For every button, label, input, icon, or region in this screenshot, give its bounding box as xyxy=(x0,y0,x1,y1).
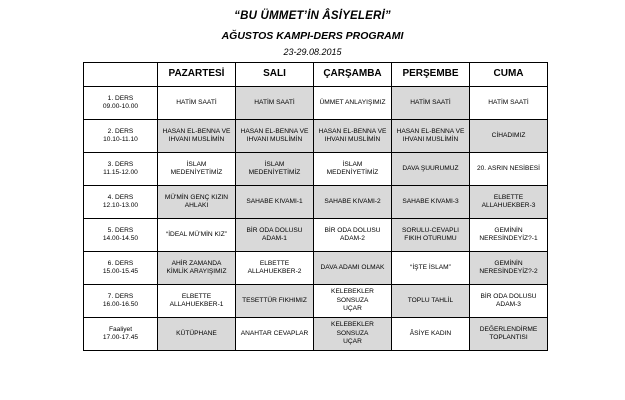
lesson-cell-pazartesi xyxy=(158,87,236,120)
lesson-title-line: ALLAHUEKBER-2 xyxy=(247,268,302,275)
lesson-label: Faaliyet xyxy=(108,325,133,333)
column-header-cuma: CUMA xyxy=(470,63,548,87)
lesson-title-line: SAHABE KIVAMI-1 xyxy=(246,197,303,205)
lesson-cell-sali xyxy=(236,186,314,219)
lesson-hours: 14.00-14.50 xyxy=(102,235,139,242)
lesson-title-line: İSLAM xyxy=(264,160,285,168)
lesson-title-line: SAHABE KIVAMI-2 xyxy=(324,197,381,205)
lesson-label: 5. DERS xyxy=(107,226,134,234)
lesson-cell-pazartesi xyxy=(158,252,236,285)
lesson-cell-carsamba xyxy=(314,87,392,120)
lesson-time-cell xyxy=(84,318,158,351)
lesson-title-line: TESETTÜR FIKHIMIZ xyxy=(242,296,307,304)
lesson-cell-pazartesi xyxy=(158,120,236,153)
lesson-cell-carsamba xyxy=(314,153,392,186)
lesson-title-line: TOPLANTISI xyxy=(489,334,528,341)
lesson-cell-persembe xyxy=(392,318,470,351)
lesson-cell-persembe xyxy=(392,87,470,120)
lesson-hours: 11.15-12.00 xyxy=(103,169,138,176)
lesson-label: 4. DERS xyxy=(107,193,134,201)
lesson-title-line: IHVANI MUSLİMİN xyxy=(324,136,381,143)
lesson-cell-carsamba xyxy=(314,285,392,318)
lesson-cell-persembe xyxy=(392,153,470,186)
lesson-cell-carsamba xyxy=(314,252,392,285)
lesson-title-line: “İŞTE İSLAM” xyxy=(410,263,451,271)
lesson-title-line: MÜ'MİN GENÇ KIZIN xyxy=(164,193,229,201)
lesson-title-line: KİMLİK ARAYIŞIMIZ xyxy=(166,268,227,275)
lesson-title-line: ÂSİYE KADIN xyxy=(409,329,452,337)
table-row xyxy=(84,252,548,285)
lesson-cell-cuma xyxy=(470,219,548,252)
lesson-time-cell xyxy=(84,87,158,120)
corner-header-cell xyxy=(84,63,158,87)
lesson-title-line: BİR ODA DOLUSU xyxy=(480,292,537,300)
lesson-hours: 12.10-13.00 xyxy=(102,202,139,209)
lesson-cell-sali xyxy=(236,219,314,252)
lesson-title-line: “İDEAL MÜ’MİN KIZ” xyxy=(166,230,227,238)
lesson-label: 2. DERS xyxy=(107,127,134,135)
lesson-title-line: HATİM SAATİ xyxy=(488,98,529,106)
lesson-cell-cuma xyxy=(470,285,548,318)
lesson-title-line: BİR ODA DOLUSU xyxy=(324,226,381,234)
table-row xyxy=(84,120,548,153)
date-range: 23-29.08.2015 xyxy=(283,47,342,57)
lesson-cell-cuma xyxy=(470,120,548,153)
lesson-hours: 10.10-11.10 xyxy=(103,136,138,143)
lesson-hours: 15.00-15.45 xyxy=(102,268,139,275)
lesson-cell-pazartesi xyxy=(158,318,236,351)
lesson-title-line: KELEBEKLER SONSUZA xyxy=(331,321,374,337)
lesson-cell-cuma xyxy=(470,318,548,351)
lesson-title-line: ELBETTE xyxy=(493,193,524,201)
lesson-label: 1. DERS xyxy=(107,94,134,102)
lesson-cell-pazartesi xyxy=(158,285,236,318)
lesson-title-line: NERESİNDEYİZ?-1 xyxy=(479,235,538,242)
lesson-title-line: HASAN EL-BENNA VE xyxy=(318,127,387,135)
lesson-title-line: 20. ASRIN NESİBESİ xyxy=(476,164,541,172)
table-row xyxy=(84,153,548,186)
lesson-hours: 17.00-17.45 xyxy=(102,334,139,341)
lesson-cell-carsamba xyxy=(314,219,392,252)
lesson-cell-carsamba xyxy=(314,120,392,153)
lesson-time-cell xyxy=(84,153,158,186)
column-header-pazartesi: PAZARTESİ xyxy=(158,63,236,87)
lesson-title-line: UÇAR xyxy=(343,305,362,313)
lesson-cell-cuma xyxy=(470,186,548,219)
lesson-cell-persembe xyxy=(392,120,470,153)
lesson-title-line: AHİR ZAMANDA xyxy=(171,259,222,267)
lesson-cell-persembe xyxy=(392,252,470,285)
lesson-title-line: IHVANI MUSLİMİN xyxy=(246,136,303,143)
lesson-cell-persembe xyxy=(392,219,470,252)
lesson-title-line: FIKIH OTURUMU xyxy=(404,235,457,242)
lesson-cell-pazartesi xyxy=(158,153,236,186)
lesson-title-line: ÜMMET ANLAYIŞIMIZ xyxy=(319,98,386,106)
column-header-persembe: PERŞEMBE xyxy=(392,63,470,87)
lesson-cell-pazartesi xyxy=(158,219,236,252)
lesson-title-line: NERESİNDEYİZ?-2 xyxy=(479,268,538,275)
lesson-title-line: KÜTÜPHANE xyxy=(176,329,217,337)
lesson-title-line: GEMİNİN xyxy=(494,259,523,267)
lesson-title-line: CİHADIMIZ xyxy=(491,131,526,139)
lesson-title-line: ALLAHUEKBER-3 xyxy=(481,202,536,209)
lesson-title-line: DEĞERLENDİRME xyxy=(479,325,538,333)
lesson-time-cell xyxy=(84,285,158,318)
lesson-title-line: ALLAHUEKBER-1 xyxy=(169,301,224,308)
lesson-cell-carsamba xyxy=(314,186,392,219)
lesson-cell-cuma xyxy=(470,87,548,120)
lesson-cell-cuma xyxy=(470,252,548,285)
document-header xyxy=(0,8,625,58)
lesson-title-line: HASAN EL-BENNA VE xyxy=(396,127,465,135)
lesson-title-line: DAVA ŞUURUMUZ xyxy=(402,164,459,172)
lesson-cell-sali xyxy=(236,87,314,120)
lesson-time-cell xyxy=(84,120,158,153)
lesson-label: 6. DERS xyxy=(107,259,134,267)
lesson-title-line: KELEBEKLER SONSUZA xyxy=(331,288,374,304)
document-title: “BU ÜMMET’İN ÂSİYELERİ” xyxy=(234,10,391,22)
lesson-hours: 16.00-16.50 xyxy=(102,301,139,308)
lesson-title-line: DAVA ADAMI OLMAK xyxy=(320,263,385,271)
lesson-title-line: HATİM SAATİ xyxy=(254,98,295,106)
table-row xyxy=(84,219,548,252)
lesson-title-line: TOPLU TAHLİL xyxy=(407,296,454,304)
lesson-title-line: ADAM-3 xyxy=(496,301,521,308)
table-row xyxy=(84,87,548,120)
column-header-carsamba: ÇARŞAMBA xyxy=(314,63,392,87)
lesson-title-line: İSLAM xyxy=(186,160,207,168)
lesson-cell-carsamba xyxy=(314,318,392,351)
lesson-time-cell xyxy=(84,186,158,219)
lesson-title-line: GEMİNİN xyxy=(494,226,523,234)
schedule-table xyxy=(83,62,548,351)
schedule-body xyxy=(84,87,548,351)
lesson-title-line: MEDENİYETİMİZ xyxy=(248,169,301,176)
lesson-cell-sali xyxy=(236,318,314,351)
lesson-title-line: UÇAR xyxy=(343,338,362,346)
lesson-title-line: İSLAM xyxy=(342,160,363,168)
lesson-title-line: ELBETTE xyxy=(181,292,212,300)
lesson-title-line: SORULU-CEVAPLI xyxy=(401,226,460,234)
lesson-label: 3. DERS xyxy=(107,160,134,168)
column-header-sali: SALI xyxy=(236,63,314,87)
lesson-title-line: BİR ODA DOLUSU xyxy=(246,226,303,234)
header-row xyxy=(84,63,548,87)
lesson-time-cell xyxy=(84,219,158,252)
lesson-title-line: IHVANI MUSLİMİN xyxy=(168,136,225,143)
lesson-cell-sali xyxy=(236,252,314,285)
document-subtitle: AĞUSTOS KAMPI-DERS PROGRAMI xyxy=(221,30,404,42)
lesson-cell-persembe xyxy=(392,285,470,318)
lesson-time-cell xyxy=(84,252,158,285)
lesson-title-line: ADAM-2 xyxy=(340,235,365,242)
lesson-label: 7. DERS xyxy=(107,292,134,300)
table-row xyxy=(84,318,548,351)
lesson-title-line: HASAN EL-BENNA VE xyxy=(162,127,231,135)
lesson-title-line: MEDENİYETİMİZ xyxy=(326,169,379,176)
lesson-title-line: IHVANI MUSLİMİN xyxy=(402,136,459,143)
table-row xyxy=(84,186,548,219)
lesson-title-line: HATİM SAATİ xyxy=(176,98,217,106)
lesson-title-line: ADAM-1 xyxy=(262,235,287,242)
lesson-cell-persembe xyxy=(392,186,470,219)
table-row xyxy=(84,285,548,318)
lesson-title-line: AHLAKI xyxy=(184,202,209,209)
lesson-cell-sali xyxy=(236,285,314,318)
lesson-title-line: SAHABE KIVAMI-3 xyxy=(402,197,459,205)
lesson-title-line: HATİM SAATİ xyxy=(410,98,451,106)
lesson-hours: 09.00-10.00 xyxy=(102,103,139,110)
lesson-cell-pazartesi xyxy=(158,186,236,219)
lesson-title-line: HASAN EL-BENNA VE xyxy=(240,127,309,135)
lesson-title-line: MEDENİYETİMİZ xyxy=(170,169,223,176)
lesson-title-line: ANAHTAR CEVAPLAR xyxy=(240,329,309,337)
lesson-cell-sali xyxy=(236,153,314,186)
lesson-cell-cuma xyxy=(470,153,548,186)
lesson-cell-sali xyxy=(236,120,314,153)
lesson-title-line: ELBETTE xyxy=(259,259,290,267)
